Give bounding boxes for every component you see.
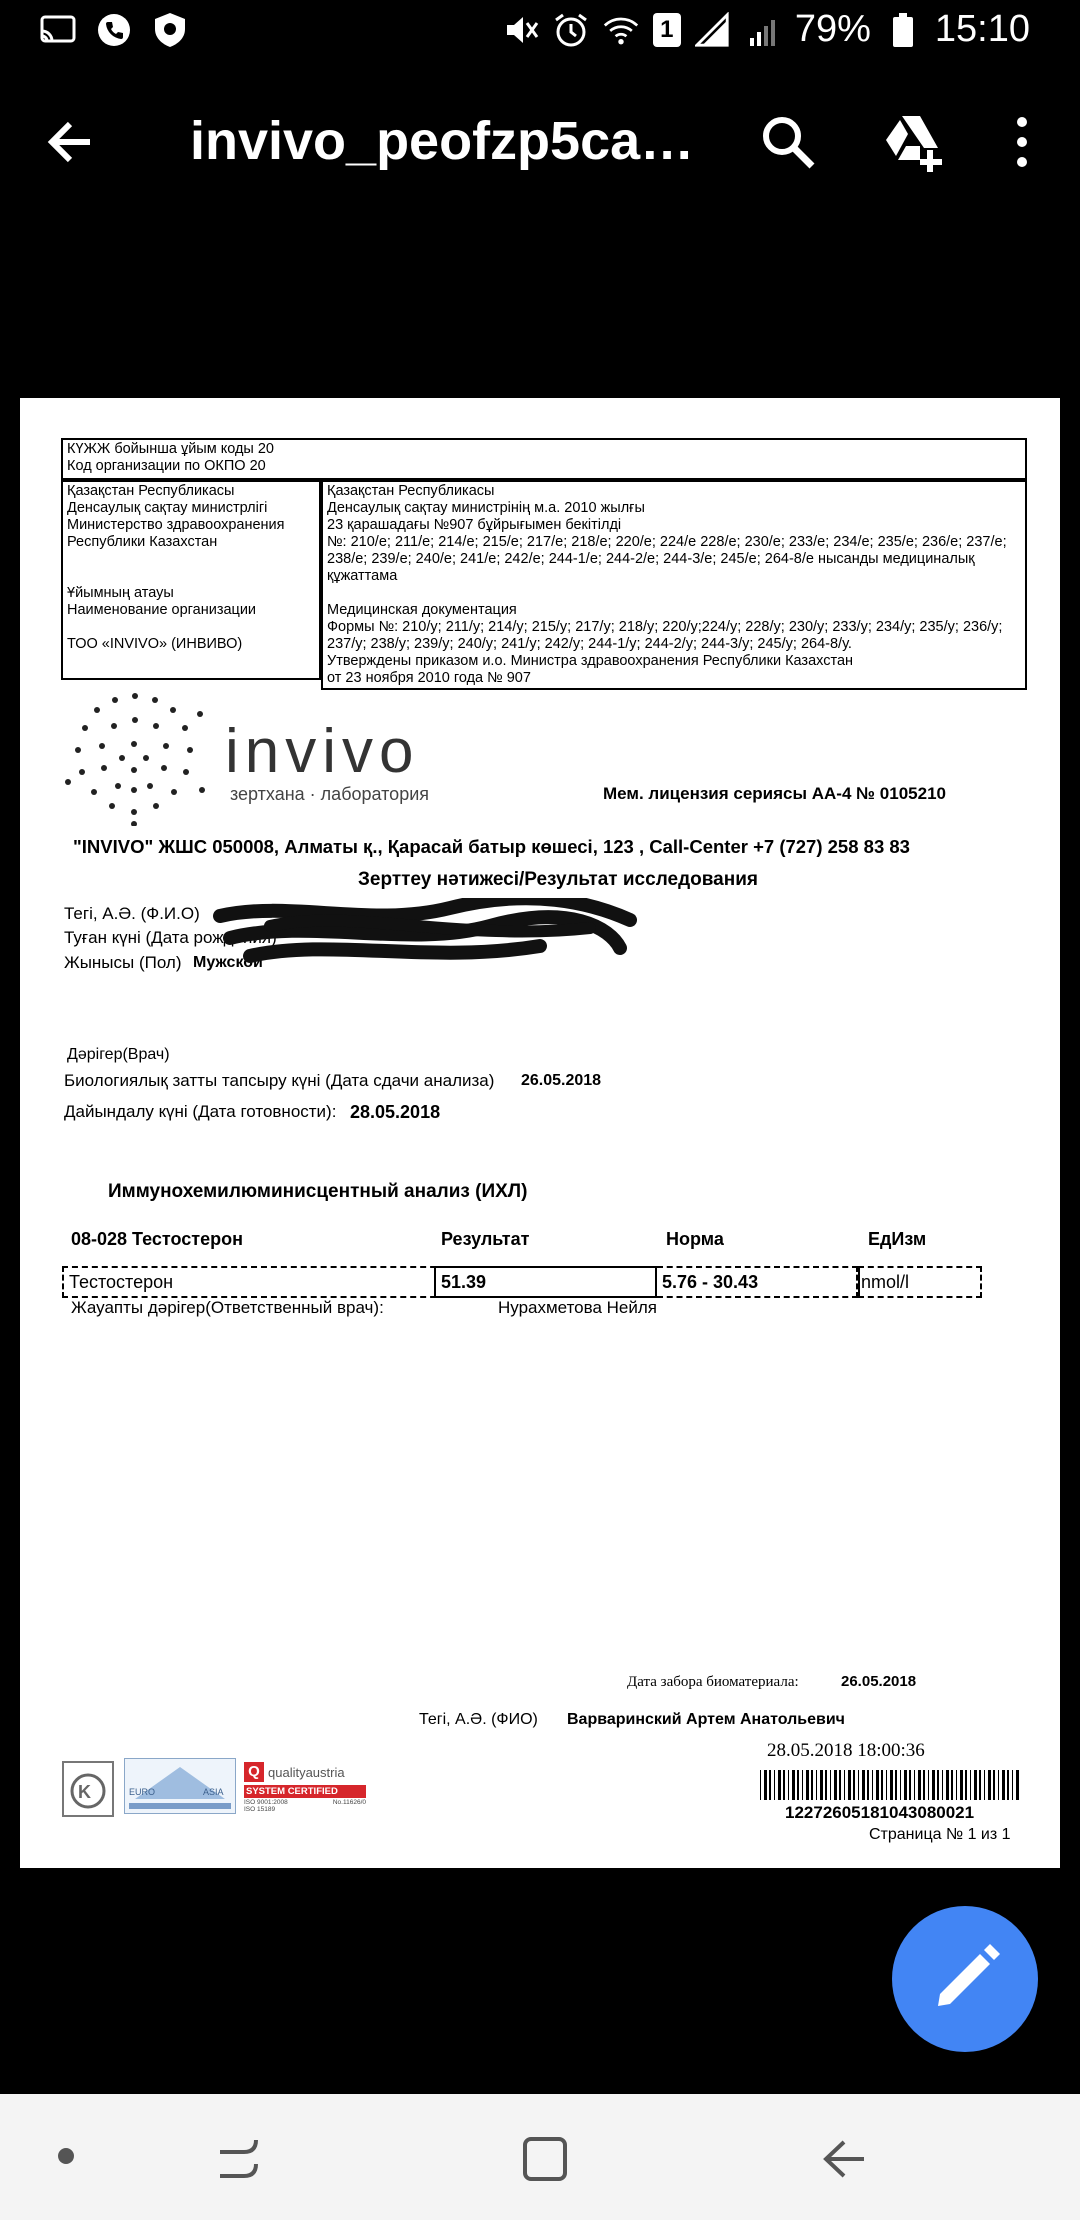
invivo-logo-icon bbox=[60, 686, 210, 826]
svg-text:K: K bbox=[78, 1782, 91, 1802]
responsible-label: Жауапты дәрігер(Ответственный врач): bbox=[71, 1298, 384, 1317]
shield-icon bbox=[152, 12, 188, 48]
ministry-line: Министерство здравоохранения bbox=[67, 517, 285, 533]
recent-apps-button[interactable] bbox=[214, 2134, 264, 2184]
birth-label: Туған күні (Дата рождения) bbox=[64, 928, 277, 947]
table-header-test: 08-028 Тестостерон bbox=[71, 1229, 243, 1249]
doc-line: 237/у; 238/у; 239/у; 240/у; 241/у; 242/у; 244-1/у; 244-2/у; 244-3/у; 245/у; 264-8/у. bbox=[327, 636, 852, 652]
cert-iso-9001: ISO 9001:2008 bbox=[244, 1799, 288, 1806]
signal-icon bbox=[695, 12, 731, 48]
table-cell-norm: 5.76 - 30.43 bbox=[657, 1266, 858, 1298]
license-text: Мем. лицензия сериясы АА-4 № 0105210 bbox=[603, 784, 946, 803]
back-nav-icon bbox=[820, 2134, 870, 2184]
sim-badge: 1 bbox=[653, 13, 681, 47]
table-header-result: Результат bbox=[441, 1229, 530, 1249]
clock: 15:10 bbox=[934, 8, 1030, 50]
document-content bbox=[20, 398, 1060, 1868]
mute-icon bbox=[503, 12, 539, 48]
table-cell-unit: nmol/l bbox=[858, 1266, 982, 1298]
table-cell-result: 51.39 bbox=[434, 1266, 657, 1298]
euro-asia-logo bbox=[124, 1758, 236, 1814]
responsible-name: Нурахметова Нейля bbox=[498, 1298, 657, 1317]
submit-date: 26.05.2018 bbox=[521, 1072, 602, 1089]
edit-fab-button[interactable] bbox=[892, 1906, 1038, 2052]
quality-q-icon: Q bbox=[244, 1762, 264, 1782]
doc-line: №: 210/е; 211/е; 214/е; 215/е; 217/е; 218/е; 220/е; 224/е 228/е; 230/е; 233/е; 234/е; 235/е; 236/е; 237/е; bbox=[327, 534, 1007, 550]
ministry-box bbox=[61, 480, 321, 680]
ready-date: 28.05.2018 bbox=[350, 1102, 441, 1122]
more-vert-icon bbox=[1000, 110, 1044, 174]
logo-wordmark: invivo bbox=[225, 717, 420, 786]
euro-asia-icon bbox=[125, 1759, 235, 1813]
recents-icon bbox=[214, 2134, 264, 2184]
doc-line: Формы №: 210/у; 211/у; 214/у; 215/у; 217/у; 218/у; 220/у;224/у; 228/у; 230/у; 233/у; 234/у; 235/у; 236/у; bbox=[327, 619, 1003, 635]
doc-line: Утверждены приказом и.о. Министра здравоохранения Республики Казахстан bbox=[327, 653, 854, 669]
print-datetime: 28.05.2018 18:00:36 bbox=[767, 1740, 925, 1761]
phone-call-icon bbox=[96, 12, 132, 48]
redaction-scribble bbox=[210, 898, 640, 968]
barcode-number: 1227260518104308002​1 bbox=[785, 1803, 975, 1822]
barcode-image bbox=[760, 1770, 1022, 1800]
org-code-kz: КҮЖЖ бойынша ұйым коды 20 bbox=[67, 441, 275, 457]
home-button[interactable] bbox=[520, 2134, 570, 2184]
ready-label: Дайындалу күні (Дата готовности): bbox=[64, 1102, 337, 1121]
documentation-box bbox=[321, 480, 1027, 690]
document-page[interactable] bbox=[20, 398, 1060, 1868]
org-name-value: ТОО «INVIVO» (ИНВИВО) bbox=[67, 636, 243, 652]
doc-line: Медицинская документация bbox=[327, 602, 517, 618]
biomaterial-date: 26.05.2018 bbox=[841, 1673, 917, 1690]
logo-subtitle: зертхана · лаборатория bbox=[230, 784, 430, 804]
submit-label: Биологиялық затты тапсыру күні (Дата сдачи анализа) bbox=[64, 1071, 495, 1090]
asia-label: ASIA bbox=[203, 1787, 224, 1797]
document-title: invivo_peofzp5ca… bbox=[190, 111, 695, 171]
edit-pencil-icon bbox=[892, 1906, 1038, 2052]
search-button[interactable] bbox=[756, 110, 820, 174]
kc-logo-icon bbox=[64, 1763, 112, 1815]
doctor-label: Дәрігер(Врач) bbox=[67, 1046, 170, 1063]
navigation-bar bbox=[0, 2094, 1080, 2220]
cast-icon bbox=[40, 12, 76, 48]
drive-add-icon bbox=[880, 110, 944, 174]
lab-address: "INVIVO" ЖШС 050008, Алматы қ., Қарасай батыр көшесі, 123 , Call-Center +7 (727) 258 83 83 bbox=[73, 836, 910, 857]
ministry-line: Денсаулық сақтау министрлігі bbox=[67, 500, 268, 516]
org-code-ru: Код организации по ОКПО 20 bbox=[67, 458, 266, 474]
alarm-icon bbox=[553, 12, 589, 48]
table-header-unit: ЕдИзм bbox=[868, 1229, 927, 1249]
status-right-icons bbox=[503, 8, 1030, 51]
status-bar bbox=[0, 0, 1080, 62]
euro-label: EURO bbox=[129, 1787, 156, 1797]
kz-certification-logo bbox=[62, 1761, 114, 1817]
org-name-label-kz: Ұйымның атауы bbox=[67, 585, 174, 601]
wifi-icon bbox=[603, 12, 639, 48]
nav-dot-icon[interactable] bbox=[58, 2148, 74, 2164]
cert-number: No.11626/0 bbox=[332, 1799, 366, 1806]
back-nav-button[interactable] bbox=[820, 2134, 870, 2184]
doc-line: құжаттама bbox=[327, 568, 398, 584]
quality-austria-logo bbox=[244, 1762, 374, 1818]
page-number: Страница № 1 из 1 bbox=[869, 1826, 1011, 1843]
analysis-title: Иммунохемилюминисцентный анализ (ИХЛ) bbox=[108, 1181, 528, 1202]
fio-label: Тегі, А.Ә. (Ф.И.О) bbox=[64, 904, 200, 923]
sex-value: Мужской bbox=[193, 954, 263, 971]
ministry-line: Қазақстан Республикасы bbox=[67, 483, 235, 499]
doc-line: от 23 ноября 2010 года № 907 bbox=[327, 670, 531, 686]
table-cell-test: Тестостерон bbox=[62, 1266, 456, 1298]
table-header-norm: Норма bbox=[666, 1229, 724, 1249]
doc-line: 23 қарашадағы №907 бұйрығымен бекітілді bbox=[327, 517, 622, 533]
doc-line: Қазақстан Республикасы bbox=[327, 483, 495, 499]
system-certified-label: SYSTEM CERTIFIED bbox=[244, 1785, 366, 1798]
cert-iso-15189: ISO 15189 bbox=[244, 1806, 276, 1813]
app-bar bbox=[0, 62, 1080, 212]
arrow-back-icon bbox=[40, 110, 104, 174]
back-button[interactable] bbox=[40, 110, 104, 174]
patient-label: Тегі, А.Ә. (ФИО) bbox=[419, 1711, 538, 1728]
search-icon bbox=[756, 110, 820, 174]
sex-label: Жынысы (Пол) bbox=[64, 953, 182, 972]
patient-name: Варваринский Артем Анатольевич bbox=[567, 1711, 845, 1728]
more-options-button[interactable] bbox=[1000, 110, 1044, 174]
battery-percent: 79% bbox=[794, 8, 871, 50]
quality-austria-text: qualityaustria bbox=[268, 1764, 345, 1780]
org-name-label-ru: Наименование организации bbox=[67, 602, 257, 618]
doc-line: Денсаулық сақтау министрінің м.а. 2010 жылғы bbox=[327, 500, 645, 516]
status-left-icons bbox=[40, 12, 188, 48]
doc-line: 238/е; 239/е; 240/е; 241/е; 242/е; 244-1/е; 244-2/е; 244-3/е; 245/е; 264-8/е нысанды медициналық bbox=[327, 551, 975, 567]
add-to-drive-button[interactable] bbox=[880, 110, 944, 174]
result-title: Зерттеу нәтижесі/Результат исследования bbox=[358, 869, 758, 890]
battery-icon bbox=[885, 12, 921, 48]
biomaterial-label: Дата забора биоматериала: bbox=[627, 1674, 799, 1690]
signal-2-icon bbox=[745, 12, 781, 48]
home-square-icon bbox=[520, 2134, 570, 2184]
ministry-line: Республики Казахстан bbox=[67, 534, 218, 550]
org-code-box bbox=[61, 438, 1027, 480]
